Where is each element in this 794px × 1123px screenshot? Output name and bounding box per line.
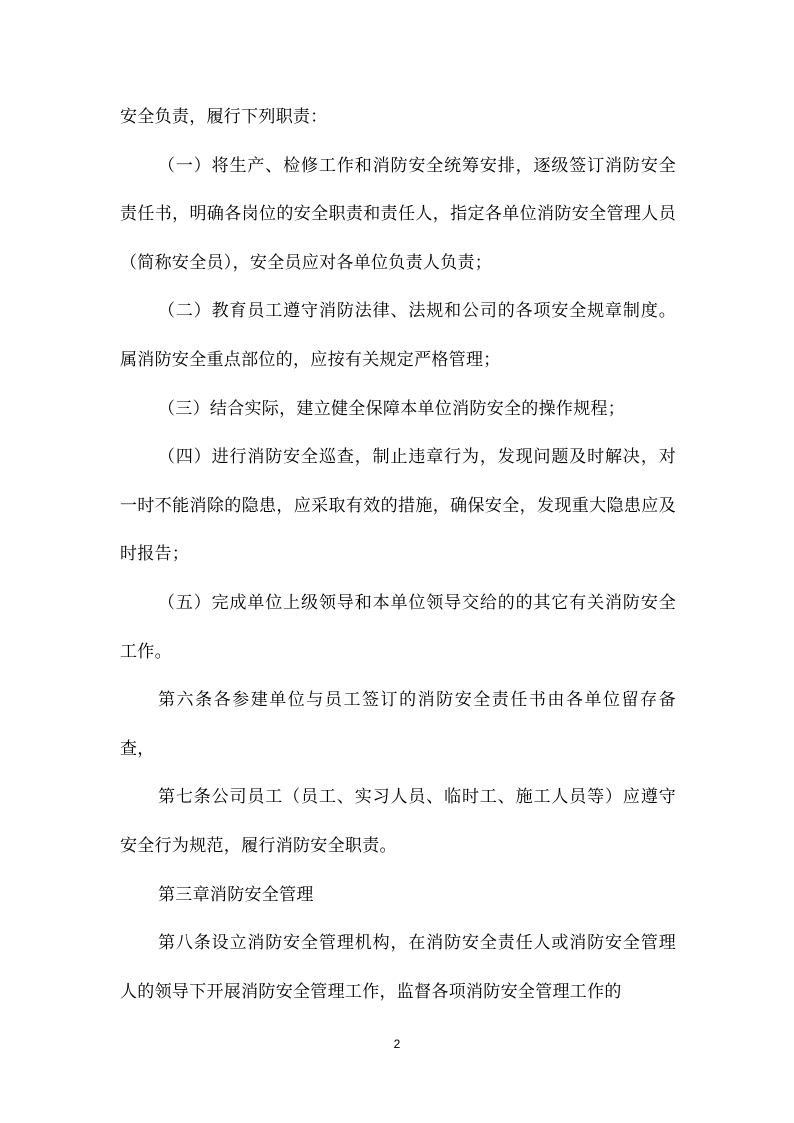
chapter-heading: 第三章消防安全管理 bbox=[158, 884, 314, 905]
paragraph: （二）教育员工遵守消防法律、法规和公司的各项安全规章制度。属消防安全重点部位的，应按有关规定严格管理； bbox=[120, 301, 676, 370]
paragraph: （三）结合实际，建立健全保障本单位消防安全的操作规程； bbox=[158, 398, 626, 419]
paragraph: 安全负责，履行下列职责： bbox=[120, 107, 328, 127]
paragraph: （四）进行消防安全巡查，制止违章行为，发现问题及时解决，对一时不能消除的隐患，应采取有效的措施，确保安全，发现重大隐患应及时报告； bbox=[120, 447, 676, 565]
paragraph: （一）将生产、检修工作和消防安全统筹安排，逐级签订消防安全责任书，明确各岗位的安全职责和责任人，指定各单位消防安全管理人员（简称安全员），安全员应对各单位负责人负责； bbox=[120, 155, 676, 273]
page-number: 2 bbox=[393, 1037, 401, 1051]
paragraph: 第六条各参建单位与员工签订的消防安全责任书由各单位留存备查， bbox=[120, 690, 676, 759]
paragraph: 第八条设立消防安全管理机构，在消防安全责任人或消防安全管理人的领导下开展消防安全管理工作，监督各项消防安全管理工作的 bbox=[120, 933, 676, 1002]
paragraph: 第七条公司员工（员工、实习人员、临时工、施工人员等）应遵守安全行为规范，履行消防安全职责。 bbox=[120, 787, 676, 856]
body-text bbox=[120, 93, 676, 1016]
paragraph: （五）完成单位上级领导和本单位领导交给的的其它有关消防安全工作。 bbox=[120, 592, 676, 662]
